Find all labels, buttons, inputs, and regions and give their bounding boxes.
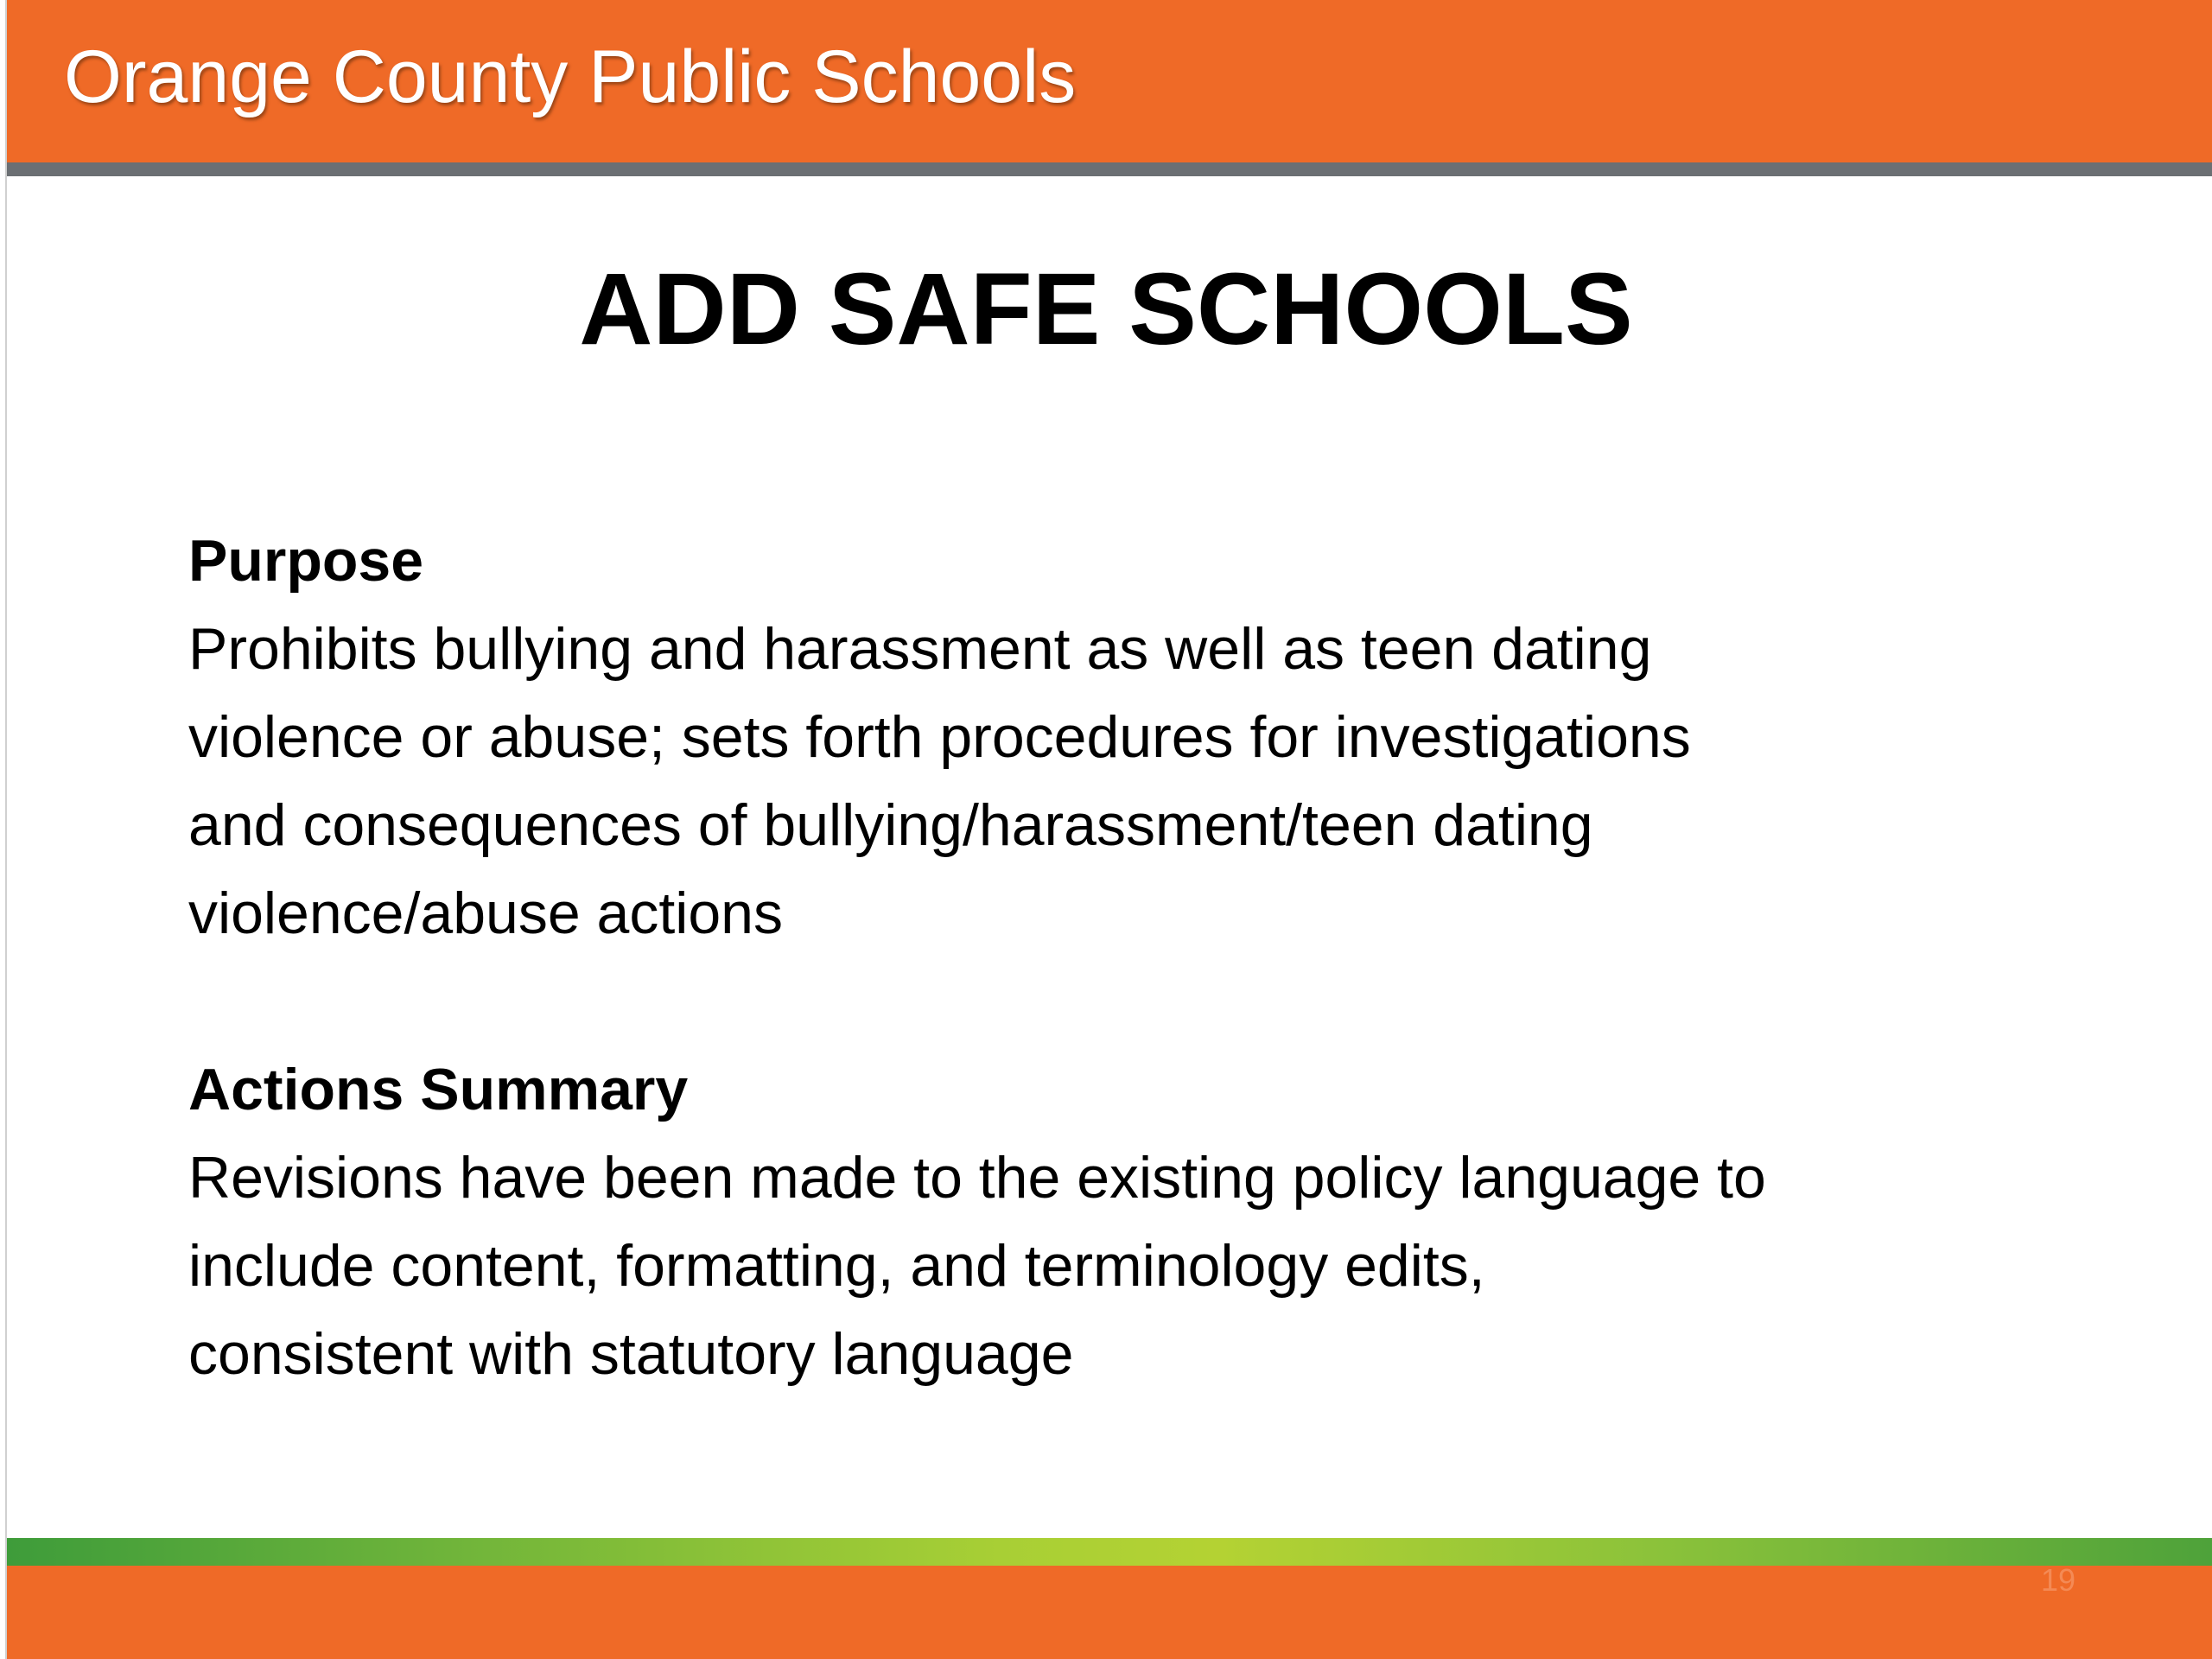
purpose-line: violence/abuse actions xyxy=(188,880,784,946)
purpose-line: Prohibits bullying and harassment as well as teen dating xyxy=(188,616,1652,682)
actions-summary-line: consistent with statutory language xyxy=(188,1321,1074,1387)
purpose-line: violence or abuse; sets forth procedures for investigations xyxy=(188,704,1691,770)
header-divider xyxy=(7,162,2212,176)
purpose-heading: Purpose xyxy=(188,528,424,594)
purpose-line: and consequences of bullying/harassment/teen dating xyxy=(188,792,1593,858)
page-number: 19 xyxy=(2040,1562,2076,1598)
slide-title: ADD SAFE SCHOOLS xyxy=(579,252,1633,366)
purpose-section xyxy=(188,517,2072,957)
slide-left-edge xyxy=(0,0,7,1659)
section-spacer xyxy=(188,957,2072,1046)
organization-name: Orange County Public Schools xyxy=(64,35,1077,118)
footer-gradient-stripe xyxy=(7,1538,2212,1566)
footer-banner xyxy=(7,1566,2212,1659)
slide-content xyxy=(188,517,2072,1398)
actions-summary-section xyxy=(188,1046,2072,1398)
actions-summary-line: Revisions have been made to the existing policy language to xyxy=(188,1145,1766,1211)
actions-summary-heading: Actions Summary xyxy=(188,1057,689,1122)
purpose-text xyxy=(188,605,2072,957)
actions-summary-line: include content, formatting, and terminology edits, xyxy=(188,1233,1485,1299)
actions-summary-text xyxy=(188,1134,2072,1398)
